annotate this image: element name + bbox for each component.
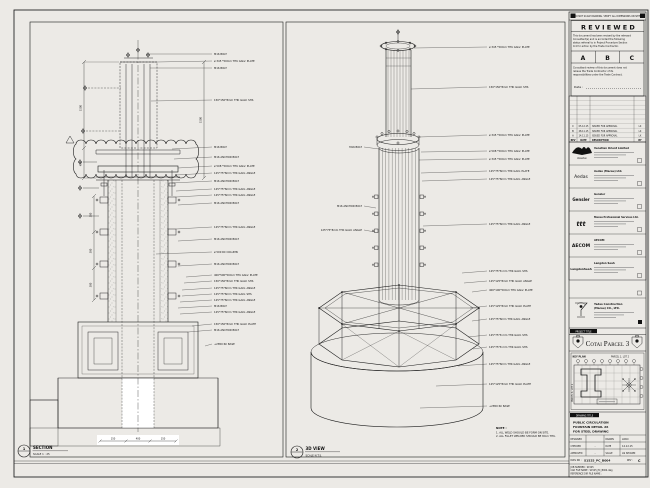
empty-consultant-row — [569, 291, 646, 298]
venetian-logo-icon — [572, 147, 592, 155]
leader-line — [464, 281, 487, 283]
leader-lines — [146, 47, 487, 408]
annotation-label: 125*75*8 mm THK GALV. SHS — [489, 334, 528, 337]
signoff-value: 14.12.15 — [622, 445, 633, 448]
leader-line — [421, 151, 487, 152]
annotation-label: 150*150*8mm THK GALV. SHS — [214, 280, 254, 283]
leader-line — [423, 224, 487, 226]
rev-cell: B — [572, 129, 574, 133]
annotation-label: ø 508 *50mm THK GALV. PLATE — [489, 150, 530, 153]
contractor-name: (Macau) CO., LTD. — [594, 307, 620, 310]
consultant-name: Langdon Seah — [594, 262, 615, 265]
annotation-label: 125*125*8mm THK GALV. PLATE — [489, 383, 531, 386]
number-rows — [569, 459, 646, 476]
section-title: SECTION — [33, 445, 53, 450]
review-checkbox — [638, 291, 642, 295]
rev-label: REV : — [627, 459, 633, 462]
aecom-logo: AECOM — [571, 244, 591, 249]
signoff-label: DRAWN — [605, 438, 614, 441]
signoff-label: DATE — [605, 445, 612, 448]
annotation-label: ø 345 *50mm THK GALV. PLATE — [489, 158, 530, 161]
review-checkbox — [638, 205, 642, 209]
svg-text:9.4 for action by the Trade Co: 9.4 for action by the Trade Contractor. — [573, 45, 619, 48]
leader-line — [436, 384, 487, 386]
signoff-label: SCALE — [605, 452, 613, 455]
revision-table — [569, 96, 646, 142]
revision-triangle-icon — [66, 136, 74, 143]
leader-line — [151, 100, 212, 101]
drawing-title-line: FOUNTAIN DETAIL 26 — [573, 425, 609, 429]
annotation-label: ø 345 *50mm THK GALV. PLATE — [214, 60, 255, 63]
contractor-row — [569, 302, 646, 328]
consultant-name: Gensler — [594, 193, 606, 196]
status-box-b: B — [605, 55, 610, 62]
consultant-name: Aedas (Macau) Ltd. — [594, 170, 623, 173]
leader-line — [178, 166, 212, 168]
annotation-label: +2850 RC BASE — [489, 405, 510, 408]
revision-cloud — [73, 140, 198, 178]
signoff-label: APPROVED — [570, 452, 583, 455]
svg-text:DESCRIPTION: DESCRIPTION — [592, 139, 609, 142]
annotation-label: M16 BOLT — [214, 305, 227, 308]
status-box-a: A — [580, 55, 586, 62]
leader-line — [188, 330, 212, 332]
review-checkbox — [638, 251, 642, 255]
review-checkbox — [638, 228, 642, 232]
dim-label: 1500 — [199, 116, 203, 124]
svg-text:status referral to in Project: status referral to in Project Procedure Section — [573, 41, 628, 45]
signoff-label: DESIGNED — [570, 438, 582, 441]
consultant-panel — [569, 142, 646, 280]
dim-label: 450 — [79, 161, 83, 167]
leader-line — [462, 271, 487, 273]
svg-text:LK: LK — [638, 129, 642, 133]
drawing-title-line: PUBLIC CIRCULATION — [573, 420, 609, 425]
dim-label: 150 — [160, 437, 166, 441]
leader-line — [178, 239, 212, 241]
leader-line — [364, 206, 376, 208]
dim-label: 300 — [89, 248, 93, 254]
annotation-label: 125*75*8mm THK GALV. ANGLE — [320, 229, 362, 232]
annotation-label: ø 508 *50mm THK GALV. PLATE — [214, 165, 255, 168]
top-strip-text: DO NOT SCALE DRAWING. VERIFY ALL DIMENSIONS ON SITE. — [574, 15, 641, 19]
annotation-label: M16 ANCHOR BOLT — [214, 202, 239, 205]
annotation-label: 400*100*50mm THK GALV. PLATE — [489, 289, 533, 292]
section-annotations — [214, 52, 258, 346]
svg-text:05.12.15: 05.12.15 — [578, 125, 589, 129]
ttt-logo: ttt — [576, 220, 586, 228]
review-checkbox — [638, 182, 642, 186]
title-block — [569, 12, 646, 477]
leader-line — [178, 264, 212, 266]
leader-line — [192, 324, 212, 326]
leader-line — [472, 290, 487, 292]
leader-line — [468, 335, 487, 337]
annotation-label: ø 345 *50mm THK GALV. PLATE — [489, 134, 530, 137]
annotation-label: M16 BOLT — [214, 146, 227, 149]
annotation-label: M16 ANCHOR BOLT — [214, 180, 239, 183]
svg-text:LK: LK — [638, 125, 642, 129]
key-plan-label: KEY PLAN — [572, 355, 586, 359]
leader-line — [184, 281, 212, 283]
stamp-paragraph: Consultant review of this document does not — [573, 66, 627, 70]
note-line: 1. ALL WELD SHOULD BE FORM ON SITE. — [496, 431, 549, 435]
project-title-section — [569, 329, 646, 351]
svg-text:ISSUED FOR APPROVAL: ISSUED FOR APPROVAL — [592, 129, 618, 133]
svg-text:ISSUED FOR APPROVAL: ISSUED FOR APPROVAL — [592, 134, 618, 138]
svg-text:DATE: DATE — [580, 139, 587, 142]
annotation-label: M16 BOLT — [349, 146, 362, 149]
leader-line — [176, 173, 212, 175]
annotation-label: 125*75*8mm THK GALV. PLATE — [489, 170, 530, 173]
dim-label: 150 — [110, 437, 116, 441]
leader-line — [180, 300, 212, 302]
consultant-logo: Venetian — [577, 157, 587, 160]
annotation-label: M16 ANCHOR BOLT — [214, 156, 239, 159]
consultant-name: Venetian Orient Limited — [594, 147, 629, 150]
signoff-value: LOKO — [622, 438, 629, 441]
svg-text:28.11.15: 28.11.15 — [578, 129, 589, 133]
leader-line — [182, 294, 212, 296]
leader-line — [205, 344, 212, 346]
view3d-scale: SCALE N.T.S. — [305, 454, 322, 458]
emblem-icon — [573, 336, 583, 349]
signoff-value: AS SHOWN — [622, 452, 636, 455]
project-title-label: PROJECT TITLE — [575, 330, 592, 334]
leader-line — [172, 147, 212, 149]
contractor-logo-icon — [575, 303, 587, 318]
annotation-label: M16 ANCHOR BOLT — [337, 205, 362, 208]
aedas-logo: Aedas — [574, 175, 588, 180]
view3d-bubble: 2 — [295, 447, 299, 452]
status-square — [638, 320, 642, 324]
rev-cell: A — [572, 134, 574, 138]
langdonseah-logo: LangdonSeah — [570, 267, 592, 271]
rev-value: C — [638, 458, 641, 463]
leader-line — [180, 312, 212, 314]
annotation-label: 125*75*8mm THK GALV. ANGLE — [489, 178, 531, 181]
annotation-label: 125*75*8mm THK GALV. ANGLE — [214, 188, 256, 191]
drawing-title-line: FOR STEEL DRAWING — [573, 429, 609, 434]
3d-annotations — [321, 45, 556, 438]
leader-line — [420, 406, 487, 408]
svg-text:relieve the Trade Contractor o: relieve the Trade Contractor of its — [573, 70, 614, 73]
annotation-label: 125*75*8mm THK GALV. ANGLE — [489, 223, 531, 226]
leader-line — [178, 306, 212, 308]
annotation-label: M16 ANCHOR BOLT — [214, 329, 239, 332]
dim-label: 300 — [89, 282, 93, 288]
review-checkbox — [638, 274, 642, 278]
leader-line — [157, 61, 212, 62]
annotation-label: ø 500 RC COLUMN — [214, 251, 238, 254]
annotation-label: M16 ANCHOR BOLT — [214, 263, 239, 266]
annotation-label: ø 345 *50mm THK GALV. PLATE — [489, 46, 530, 49]
annotation-label: +2850 RC BASE — [214, 343, 235, 346]
leader-line — [176, 227, 212, 229]
annotation-label: M16 ANCHOR BOLT — [214, 238, 239, 241]
status-box-c: C — [629, 55, 635, 62]
annotation-label: 150*150*8mm THK GALV. SHS — [489, 86, 529, 89]
annotation-label: 150*150*8mm THK GALV. SHS — [214, 99, 254, 102]
annotation-label: 125*75*8mm THK GALV. ANGLE — [214, 299, 256, 302]
contractor-name: Yadao Construction — [594, 303, 623, 306]
svg-text:-: - — [594, 445, 596, 448]
review-checkbox — [638, 159, 642, 163]
annotation-label: 125*75*8mm THK GALV. ANGLE — [214, 226, 256, 229]
leader-line — [186, 275, 212, 277]
top-strip — [569, 14, 646, 21]
leader-line — [414, 47, 487, 48]
emblem-icon — [632, 336, 642, 349]
svg-text:ISSUED FOR APPROVAL: ISSUED FOR APPROVAL — [592, 125, 618, 129]
annotation-label: 150*150*8mm THK GALV. PLATE — [214, 323, 256, 326]
signoff-table — [569, 435, 646, 456]
leader-line — [419, 159, 487, 160]
section-scale: SCALE 1 : 25 — [33, 453, 50, 456]
reviewed-stamp — [571, 21, 644, 97]
leader-line — [182, 288, 212, 290]
leader-line — [411, 87, 487, 89]
leader-line — [178, 203, 212, 205]
annotation-label: 125*75*8mm THK GALV. ANGLE — [489, 363, 531, 366]
section-view-linework — [30, 40, 220, 446]
reference-file-name: REFERENCE DIR FILE NAME : — [570, 472, 602, 476]
annotation-label: 125*75*8mm THK GALV. ANGLE — [214, 172, 256, 175]
dwg-no: S1525_PC_B004 — [584, 458, 611, 463]
annotation-label: 125*75*8mm THK GALV. ANGLE — [214, 194, 256, 197]
annotation-label: M16 BOLT — [214, 67, 227, 70]
gensler-logo: Gensler — [572, 197, 590, 202]
annotation-label: 125*125*8mm THK GALV. PLATE — [489, 305, 531, 308]
consultant-name: Macau Professional Services Ltd. — [594, 216, 639, 219]
dim-label: 400 — [135, 437, 141, 441]
annotation-label: 125*125*8mm THK GALV. ANGLE — [489, 280, 532, 283]
annotation-label: M16 BOLT — [214, 53, 227, 56]
dim-label: 300 — [89, 212, 93, 218]
section-bubble: 1 — [22, 446, 26, 451]
job-number: JOB NUMBER : S1525 — [570, 465, 594, 469]
annotation-label: 125*75*8mm THK GALV. SHS — [214, 293, 252, 296]
drawing-title-label: DRAWING TITLE — [575, 414, 594, 418]
cad-file-name: CAD FILE NAME : S1525_PC_B004.dwg — [570, 469, 613, 473]
plan-star-icon — [622, 378, 636, 392]
note-title: NOTE : — [496, 426, 507, 430]
rev-cell: C — [572, 125, 574, 129]
annotation-label: 125*75*8mm THK GALV. ANGLE — [489, 318, 531, 321]
drawing-title-section — [569, 412, 646, 434]
key-plan — [571, 353, 644, 410]
signoff-label: CHECKED — [570, 445, 582, 448]
svg-text:BY: BY — [638, 139, 642, 142]
leader-line — [364, 147, 379, 149]
leader-line — [419, 135, 487, 137]
annotation-label: 125*75*8mm THK GALV. ANGLE — [214, 311, 256, 314]
leader-line — [473, 347, 487, 349]
stamp-date-label: Date : — [574, 85, 584, 89]
svg-text:Consultant(s) and is accorded: Consultant(s) and is accorded the following — [573, 38, 625, 41]
annotation-label: 125*75*8 mm THK GALV. SHS — [489, 270, 528, 273]
leader-line — [472, 319, 487, 321]
stamp-title: REVIEWED — [581, 23, 637, 32]
section-viewport-frame — [30, 22, 283, 457]
project-title: Cotai Parcel 3 — [585, 340, 630, 348]
svg-text:-: - — [594, 452, 596, 455]
annotation-label: 125*75*8mm THK GALV. ANGLE — [214, 287, 256, 290]
svg-text:LK: LK — [638, 134, 642, 138]
dim-label: 1500 — [79, 104, 83, 112]
consultant-name: AECOM — [594, 239, 605, 242]
stamp-paragraph: This document has been revised by the relevant — [573, 34, 631, 38]
leader-line — [421, 171, 487, 173]
leader-line — [422, 179, 487, 181]
note-line: 2. ALL FILLET WELDED SHOULD BE 8mm THK. — [496, 435, 556, 438]
annotation-label: 400*500*50mm THK GALV. PLATE — [214, 274, 258, 277]
leader-line — [176, 189, 212, 191]
svg-text:responsibilities under the Tra: responsibilities under the Trade Contract. — [573, 73, 623, 77]
view3d-title: 3D VIEW — [305, 446, 325, 451]
svg-text:14.11.15: 14.11.15 — [578, 134, 589, 138]
annotation-label: 125*75*8 mm THK GALV. SHS — [489, 346, 528, 349]
view-markers — [18, 445, 340, 458]
parcel-left-label: PARCEL 3, LOT 1 — [571, 384, 575, 402]
leader-line — [176, 195, 212, 197]
leader-line — [174, 157, 212, 159]
rev-header: REV — [570, 139, 576, 142]
leader-line — [172, 181, 212, 183]
dwg-no-label: DWG NO : — [570, 459, 582, 462]
parcel-top-label: PARCEL 1, LOT 2 — [611, 355, 629, 359]
